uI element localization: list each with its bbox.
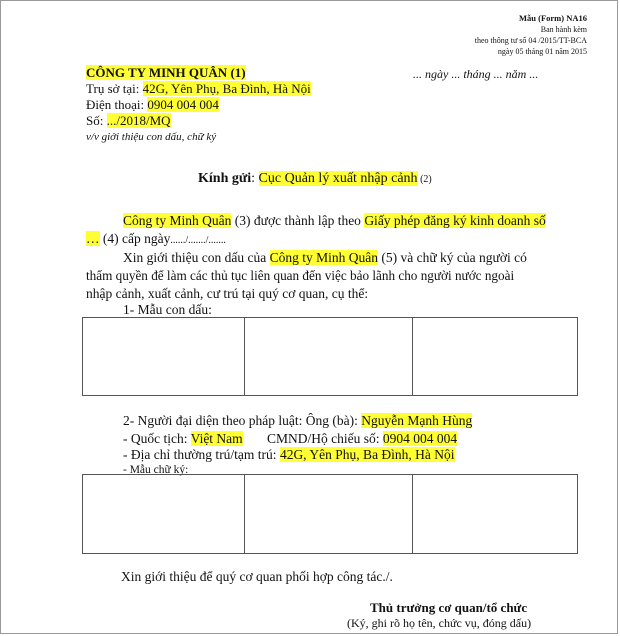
closing-line: Xin giới thiệu để quý cơ quan phối hợp công tác./. — [121, 569, 393, 584]
date-line: ... ngày ... tháng ... năm ... — [413, 67, 539, 81]
nationality: Việt Nam — [190, 431, 243, 446]
residence-address: 42G, Yên Phụ, Ba Đình, Hà Nội — [279, 447, 455, 462]
recipient-name: Cục Quản lý xuất nhập cảnh — [258, 171, 418, 186]
document-subject: v/v giới thiệu con dấu, chữ ký — [86, 131, 217, 143]
paragraph-2-line-1: Xin giới thiệu con dấu của Công ty Minh Quân (5) và chữ ký của người có — [123, 250, 527, 265]
signature-table — [82, 474, 578, 554]
nationality-line: - Quốc tịch: Việt Nam — [123, 431, 243, 446]
representative-line: 2- Người đại diện theo pháp luật: Ông (bà): Nguyễn Mạnh Hùng — [123, 413, 473, 428]
residence-line: - Địa chỉ thường trú/tạm trú: 42G, Yên Phụ, Ba Đình, Hà Nội — [123, 447, 455, 462]
paragraph-2-line-3: nhập cảnh, xuất cảnh, cư trú tại quý cơ quan, cụ thể: — [86, 286, 369, 301]
form-info — [475, 13, 587, 57]
paragraph-2-line-2: thẩm quyền để làm các thủ tục liên quan đến việc bảo lãnh cho người nước ngoài — [86, 268, 515, 283]
signature-box — [413, 475, 578, 554]
form-circular: theo thông tư số 04 /2015/TT-BCA — [474, 36, 587, 45]
form-issued: Ban hành kèm — [540, 25, 587, 34]
company-phone: 0904 004 004 — [147, 97, 219, 112]
signature-label: - Mẫu chữ ký: — [123, 464, 189, 476]
paragraph-1-line-1: Công ty Minh Quân (3) được thành lập theo Giấy phép đăng ký kinh doanh số — [123, 213, 546, 228]
address-label: Trụ sở tại: — [86, 81, 143, 96]
seal-table — [82, 317, 578, 396]
id-number: 0904 004 004 — [382, 431, 458, 446]
paragraph-1-line-2: … (4) cấp ngày....../......./....... — [86, 231, 226, 246]
signer-note: (Ký, ghi rõ họ tên, chức vụ, đóng dấu) — [347, 616, 532, 630]
representative-name: Nguyễn Mạnh Hùng — [361, 413, 473, 428]
id-line: CMND/Hộ chiếu số: 0904 004 004 — [267, 431, 458, 446]
signature-box — [245, 475, 413, 554]
form-code: Mẫu (Form) NA16 — [519, 13, 587, 23]
document-number: .../2018/MQ — [106, 113, 171, 128]
seal-box — [83, 318, 245, 396]
recipient-note: (2) — [417, 174, 432, 185]
signature-box — [83, 475, 245, 554]
phone-label: Điện thoại: — [86, 97, 148, 112]
seal-box — [413, 318, 578, 396]
company-name: CÔNG TY MINH QUÂN (1) — [86, 65, 246, 80]
signer-title: Thủ trưởng cơ quan/tổ chức — [370, 600, 528, 615]
recipient-line: Kính gửi: Cục Quản lý xuất nhập cảnh (2) — [198, 171, 432, 186]
company-header — [86, 65, 311, 145]
seal-box — [245, 318, 413, 396]
form-date: ngày 05 tháng 01 năm 2015 — [497, 47, 587, 56]
company-address: 42G, Yên Phụ, Ba Đình, Hà Nội — [142, 81, 311, 96]
seal-label: 1- Mẫu con dấu: — [123, 302, 212, 317]
number-label: Số: — [86, 113, 107, 128]
recipient-label: Kính gửi — [198, 171, 252, 186]
